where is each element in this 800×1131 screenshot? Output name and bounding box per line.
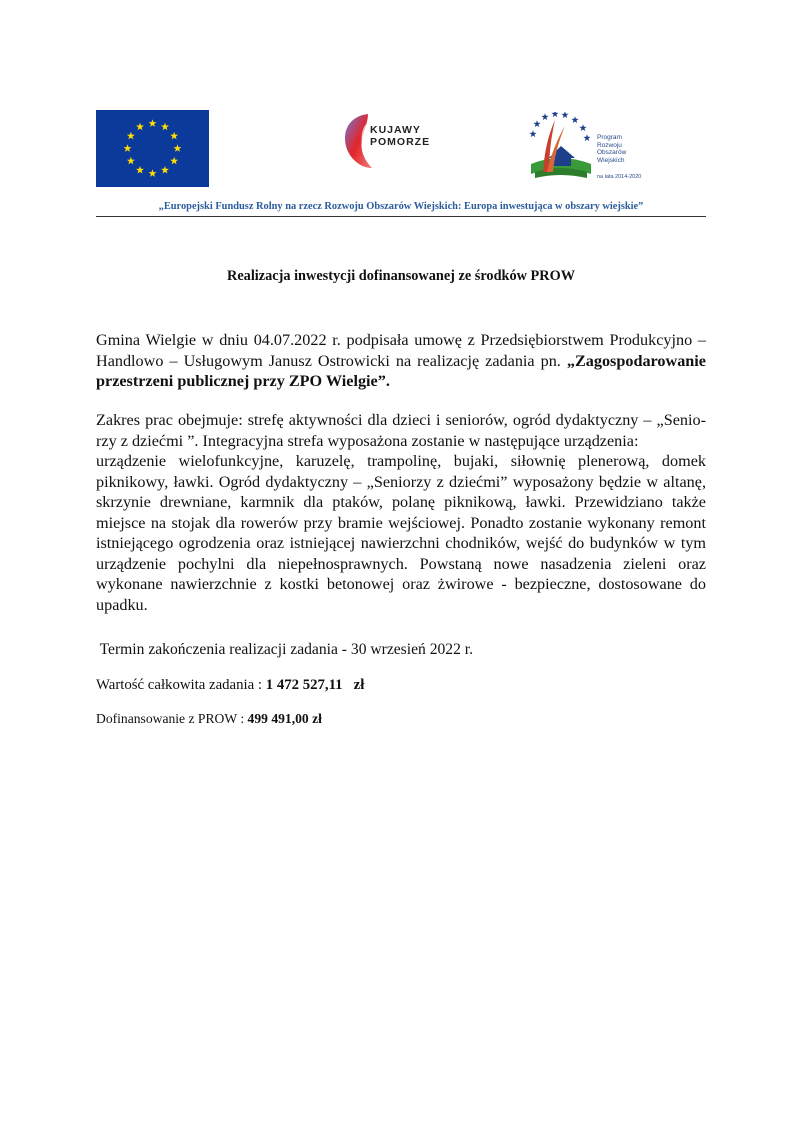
text-line: piknikowy, ławki. Ogród dydaktyczny – „Seniorzy z dziećmi” wyposażony będzie w altanę,: [96, 472, 706, 491]
funding-label: Dofinansowanie z PROW :: [96, 711, 248, 726]
kp-line2: POMORZE: [370, 136, 431, 148]
prow-wordmark: [597, 134, 626, 164]
eafrd-tagline: „Europejski Fundusz Rolny na rzecz Rozwoju Obszarów Wiejskich: Europa inwestująca w obszary wiejskie”: [158, 201, 644, 212]
prow-mark-icon: [525, 112, 595, 184]
paragraph-scope: [96, 410, 706, 615]
kp-line1: KUJAWY: [370, 124, 421, 136]
paragraph-contract: [96, 330, 706, 392]
eu-star-icon: [127, 132, 135, 140]
kujawy-pomorze-logo: [338, 110, 458, 172]
text-line: upadku.: [96, 595, 148, 614]
text-line: [96, 675, 706, 696]
prow-years: na lata 2014-2020: [597, 174, 642, 180]
header-divider: [96, 216, 706, 217]
text-line: Gmina Wielgie w dniu 04.07.2022 r. podpisała umowę z Przedsiębiorstwem Produkcyjno –: [96, 331, 706, 349]
document-title: Realizacja inwestycji dofinansowanej ze środków PROW: [227, 268, 575, 284]
total-value: 1 472 527,11 zł: [265, 677, 365, 693]
prow-star-icon: [529, 130, 536, 137]
text-line: urządzenie pochylni dla niepełnosprawnych. Powstaną nowe nasadzenia zieleni oraz: [96, 554, 706, 573]
deadline-line: [96, 640, 706, 661]
eu-star-icon: [174, 144, 182, 152]
eu-star-icon: [136, 123, 144, 131]
eu-star-icon: [170, 157, 178, 165]
eu-star-icon: [149, 169, 157, 177]
prow-star-icon: [541, 113, 548, 120]
prow-star-icon: [571, 116, 578, 123]
eu-star-icon: [127, 157, 135, 165]
eu-star-icon: [170, 132, 178, 140]
text-line: wykonane nawierzchnie z kostki betonowej oraz żwirowe - bezpieczne, dostosowane do: [96, 575, 706, 593]
text-line: istniejącego ogrodzenia oraz istniejącej nawierzchni chodników, wejść do budynków w tym: [96, 534, 706, 552]
text-line: [96, 371, 706, 392]
prow-logo: [525, 112, 675, 192]
kujawy-pomorze-wordmark: [370, 124, 430, 148]
text-line: skrzynie drewniane, karmnik dla ptaków, polanę piknikową, ławki. Przewidziano także: [96, 493, 706, 511]
text-line: Termin zakończenia realizacji zadania - 30 wrzesień 2022 r.: [96, 641, 474, 658]
prow-star-icon: [583, 134, 590, 141]
text-line: [96, 709, 706, 730]
text-line: urządzenie wielofunkcyjne, karuzelę, trampolinę, bujaki, siłownię plenerową, domek: [96, 452, 706, 470]
prow-line: Wiejskich: [597, 156, 625, 164]
text-line: rzy z dziećmi ”. Integracyjna strefa wyposażona zostanie w następujące urządzenia:: [96, 431, 639, 450]
prow-star-icon: [551, 112, 558, 117]
eu-star-icon: [161, 166, 169, 174]
eu-stars-graphic: [96, 110, 209, 187]
task-name-bold: przestrzeni publicznej przy ZPO Wielgie”.: [96, 372, 390, 390]
eu-star-icon: [136, 166, 144, 174]
funding-value: 499 491,00 zł: [247, 711, 322, 726]
prow-line: Program: [597, 134, 622, 141]
text-line: [96, 351, 706, 372]
eu-star-icon: [149, 119, 157, 127]
eu-star-icon: [124, 144, 132, 152]
prow-line: Obszarów: [597, 149, 627, 157]
prow-star-icon: [561, 112, 568, 118]
prow-star-icon: [533, 120, 540, 127]
eu-flag-icon: [96, 110, 209, 187]
total-label: Wartość całkowita zadania :: [96, 677, 266, 693]
text-run: Handlowo – Usługowym Janusz Ostrowicki na realizację zadania pn.: [96, 351, 567, 370]
prow-line: Rozwoju: [597, 141, 622, 149]
task-name-bold: „Zagospodarowanie: [566, 351, 706, 370]
eu-star-icon: [161, 123, 169, 131]
prow-star-icon: [579, 124, 586, 131]
total-value-line: [96, 675, 706, 696]
text-line: Zakres prac obejmuje: strefę aktywności dla dzieci i seniorów, ogród dydaktyczny – „Senio-: [96, 411, 706, 429]
funding-line: [96, 709, 706, 730]
text-line: miejsce na stojak dla rowerów przy bramie wejściowej. Ponadto zostanie wykonany remont: [96, 513, 706, 532]
